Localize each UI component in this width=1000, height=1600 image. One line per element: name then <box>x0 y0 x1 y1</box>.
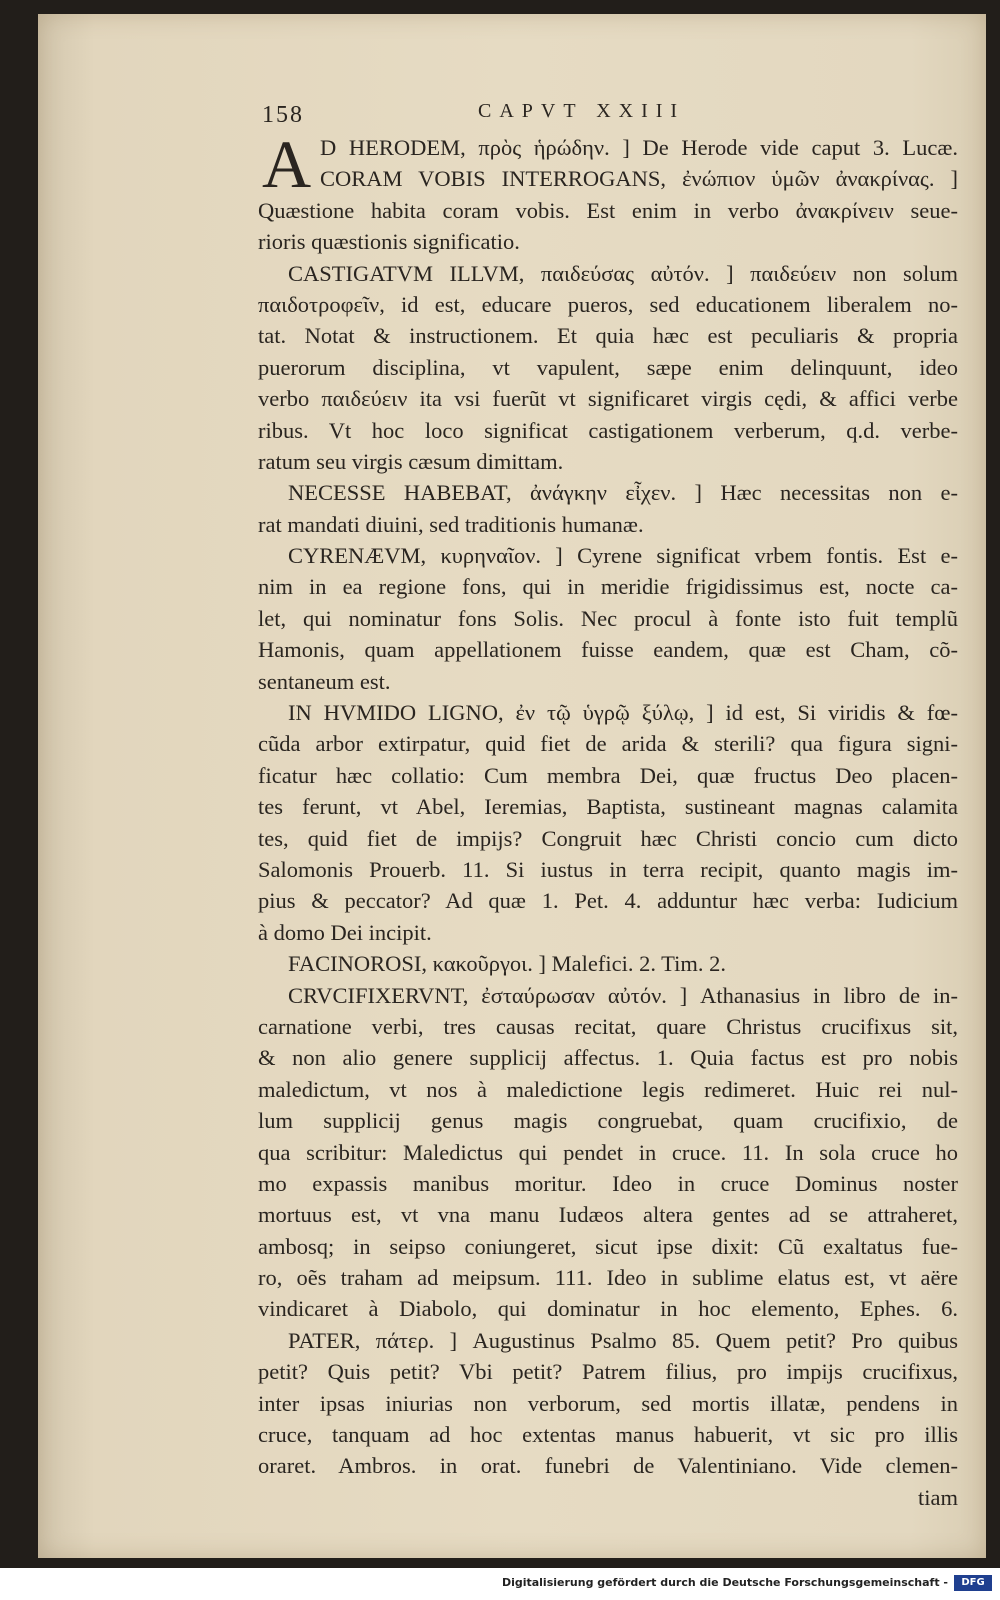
text-line: ambosq; in seipso coniungeret, sicut ipse dixit: Cũ exaltatus fue- <box>258 1233 958 1259</box>
text-line: inter ipsas iniurias non verborum, sed mortis illatæ, pendens in <box>258 1390 958 1416</box>
footer-credit: Digitalisierung gefördert durch die Deutsche Forschungsgemeinschaft - <box>501 1576 948 1589</box>
text-line: Salomonis Prouerb. 11. Si iustus in terra recipit, quanto magis im- <box>258 856 958 882</box>
page-number: 158 <box>262 102 304 128</box>
text-line: mortuus est, vt vna manu Iudæos altera gentes ad se attraheret, <box>258 1202 958 1228</box>
text-line: maledictum, vt nos à maledictione legis redimeret. Huic rei nul- <box>258 1076 958 1102</box>
text-line: cruce, tanquam ad hoc extentas manus habuerit, vt sic pro illis <box>258 1422 958 1448</box>
text-lines <box>258 126 958 1482</box>
text-line: D HERODEM, πρὸς ἡρώδην. ] De Herode vide caput 3. Lucæ. <box>320 135 958 160</box>
text-line: & non alio genere supplicij affectus. 1. Quia factus est pro nobis <box>258 1045 958 1071</box>
text-line: παιδοτροφεῖν, id est, educare pueros, sed educationem liberalem no- <box>258 291 958 317</box>
text-line: FACINOROSI, κακοῦργοι. ] Malefici. 2. Tim. 2. <box>288 951 726 977</box>
dfg-logo-icon: DFG <box>954 1575 992 1591</box>
text-line: cũda arbor extirpatur, quid fiet de arida & sterili? qua figura signi- <box>258 731 958 757</box>
footer-bar <box>0 1568 1000 1600</box>
text-line: IN HVMIDO LIGNO, ἐν τῷ ὑγρῷ ξύλῳ, ] id est, Si viridis & fœ- <box>288 700 958 726</box>
text-line: rioris quæstionis significatio. <box>258 229 520 255</box>
text-line: ro, oẽs traham ad meipsum. 111. Ideo in sublime elatus est, vt aëre <box>258 1265 958 1291</box>
text-line: rat mandati diuini, sed traditionis humanæ. <box>258 511 644 537</box>
text-line: carnatione verbi, tres causas recitat, quare Christus crucifixus sit, <box>258 1013 958 1039</box>
text-line: ribus. Vt hoc loco significat castigationem verberum, q.d. verbe- <box>258 417 958 443</box>
text-line: tes ferunt, vt Abel, Ieremias, Baptista, sustineant magnas calamita <box>258 794 958 820</box>
catchword: tiam <box>918 1484 958 1510</box>
text-line: ficatur hæc collatio: Cum membra Dei, quæ fructus Deo placen- <box>258 762 958 788</box>
text-line: Quæstione habita coram vobis. Est enim in verbo ἀνακρίνειν seue- <box>258 197 958 223</box>
drop-cap: A <box>262 126 312 202</box>
text-line: PATER, πάτερ. ] Augustinus Psalmo 85. Quem petit? Pro quibus <box>288 1327 958 1353</box>
text-line: Hamonis, quam appellationem fuisse eandem, quæ est Cham, cõ- <box>258 637 958 663</box>
text-line: NECESSE HABEBAT, ἀνάγκην εἶχεν. ] Hæc necessitas non e- <box>288 480 958 506</box>
chapter-title: CAPVT XXIII <box>478 100 686 122</box>
text-line: tat. Notat & instructionem. Et quia hæc est peculiaris & propria <box>258 323 958 349</box>
page-text-block <box>258 96 958 1513</box>
text-line: ratum seu virgis cæsum dimittam. <box>258 448 564 474</box>
text-line: petit? Quis petit? Vbi petit? Patrem filius, pro impijs crucifixus, <box>258 1359 958 1385</box>
text-line: vindicaret à Diabolo, qui dominatur in hoc elemento, Ephes. 6. <box>258 1296 958 1322</box>
text-line: mo expassis manibus moritur. Ideo in cruce Dominus noster <box>258 1170 958 1196</box>
text-line: CRVCIFIXERVNT, ἐσταύρωσαν αὐτόν. ] Athanasius in libro de in- <box>288 982 958 1008</box>
text-line: puerorum disciplina, vt vapulent, sæpe enim delinquunt, ideo <box>258 354 958 380</box>
text-line: sentaneum est. <box>258 668 391 694</box>
text-line: pius & peccator? Ad quæ 1. Pet. 4. adduntur hæc verba: Iudicium <box>258 888 958 914</box>
text-line: tes, quid fiet de impijs? Congruit hæc Christi concio cum dicto <box>258 825 958 851</box>
text-line: lum supplicij genus magis congruebat, quam crucifixio, de <box>258 1108 958 1134</box>
text-line: oraret. Ambros. in orat. funebri de Valentiniano. Vide clemen- <box>258 1453 958 1479</box>
text-line: CASTIGATVM ILLVM, παιδεύσας αὐτόν. ] παιδεύειν non solum <box>288 260 958 286</box>
text-line: nim in ea regione fons, qui in meridie frigidissimus est, nocte ca- <box>258 574 958 600</box>
text-line: let, qui nominatur fons Solis. Nec procul à fonte isto fuit templũ <box>258 605 958 631</box>
text-line: CORAM VOBIS INTERROGANS, ἐνώπιον ὑμῶν ἀνακρίνας. ] <box>320 166 958 192</box>
text-line: verbo παιδεύειν ita vsi fuerũt vt significaret virgis cędi, & affici verbe <box>258 386 958 412</box>
text-line: CYRENÆVM, κυρηναῖον. ] Cyrene significat vrbem fontis. Est e- <box>288 543 958 569</box>
running-head <box>258 96 958 132</box>
text-line: qua scribitur: Maledictus qui pendet in cruce. 11. In sola cruce ho <box>258 1139 958 1165</box>
text-line: à domo Dei incipit. <box>258 919 432 945</box>
